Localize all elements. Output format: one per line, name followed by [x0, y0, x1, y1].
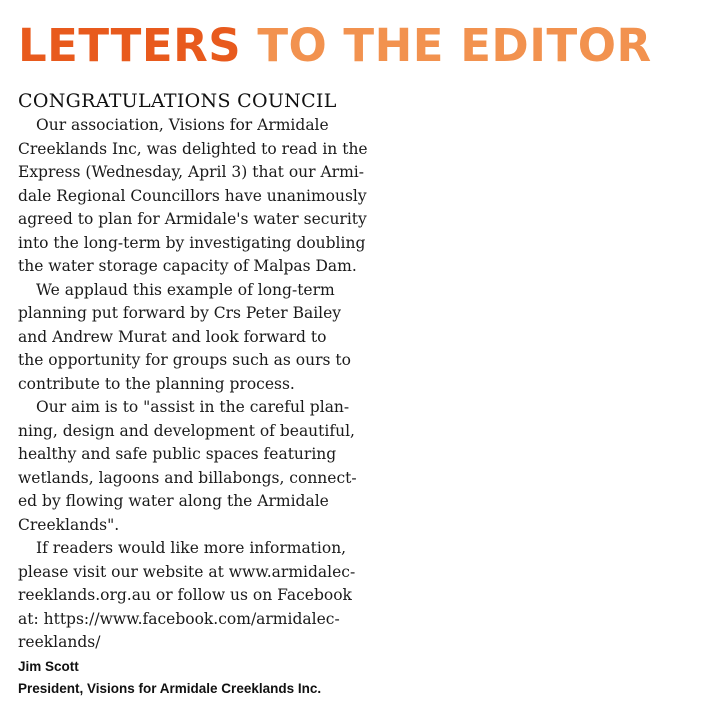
text-line: Express (Wednesday, April 3) that our Armi- [18, 163, 364, 181]
text-line: Our aim is to "assist in the careful plan- [36, 398, 350, 416]
text-line: Creeklands". [18, 515, 120, 534]
text-line: healthy and safe public spaces featuring [18, 445, 337, 463]
text-line: wetlands, lagoons and billabongs, connect- [18, 468, 357, 487]
letter-signature [18, 656, 390, 701]
letter-article [18, 88, 390, 701]
text-line: dale Regional Councillors have unanimously [18, 186, 367, 205]
letter-paragraph-4 [18, 537, 390, 655]
signature-title: President, Visions for Armidale Creeklands Inc. [18, 681, 322, 696]
letter-paragraph-3 [18, 396, 390, 537]
text-line: reeklands/ [18, 633, 101, 651]
text-line: please visit our website at www.armidalec- [18, 562, 356, 581]
text-line: and Andrew Murat and look forward to [18, 327, 327, 346]
masthead-word-letters: LETTERS [18, 19, 242, 72]
text-line: ning, design and development of beautiful, [18, 421, 355, 440]
letter-paragraph-1 [18, 114, 390, 279]
text-line: planning put forward by Crs Peter Bailey [18, 304, 342, 322]
text-line: Our association, Visions for Armidale [36, 116, 329, 134]
text-line: the water storage capacity of Malpas Dam. [18, 257, 357, 275]
text-line: contribute to the planning process. [18, 374, 295, 393]
text-line: at: https://www.facebook.com/armidalec- [18, 609, 340, 628]
text-line: ed by flowing water along the Armidale [18, 492, 329, 510]
text-line: We applaud this example of long-term [36, 280, 335, 299]
text-line: the opportunity for groups such as ours to [18, 351, 351, 369]
masthead-words-to-the-editor: TO THE EDITOR [257, 19, 652, 72]
section-masthead [18, 18, 652, 74]
text-line: agreed to plan for Armidale's water security [18, 210, 367, 228]
signature-name: Jim Scott [18, 658, 79, 674]
text-line: Creeklands Inc, was delighted to read in the [18, 139, 368, 158]
text-line: into the long-term by investigating doubling [18, 233, 366, 252]
letter-paragraph-2 [18, 279, 390, 397]
letter-headline: CONGRATULATIONS COUNCIL [18, 90, 337, 112]
text-line: If readers would like more information, [36, 539, 347, 557]
text-line: reeklands.org.au or follow us on Facebook [18, 586, 352, 604]
